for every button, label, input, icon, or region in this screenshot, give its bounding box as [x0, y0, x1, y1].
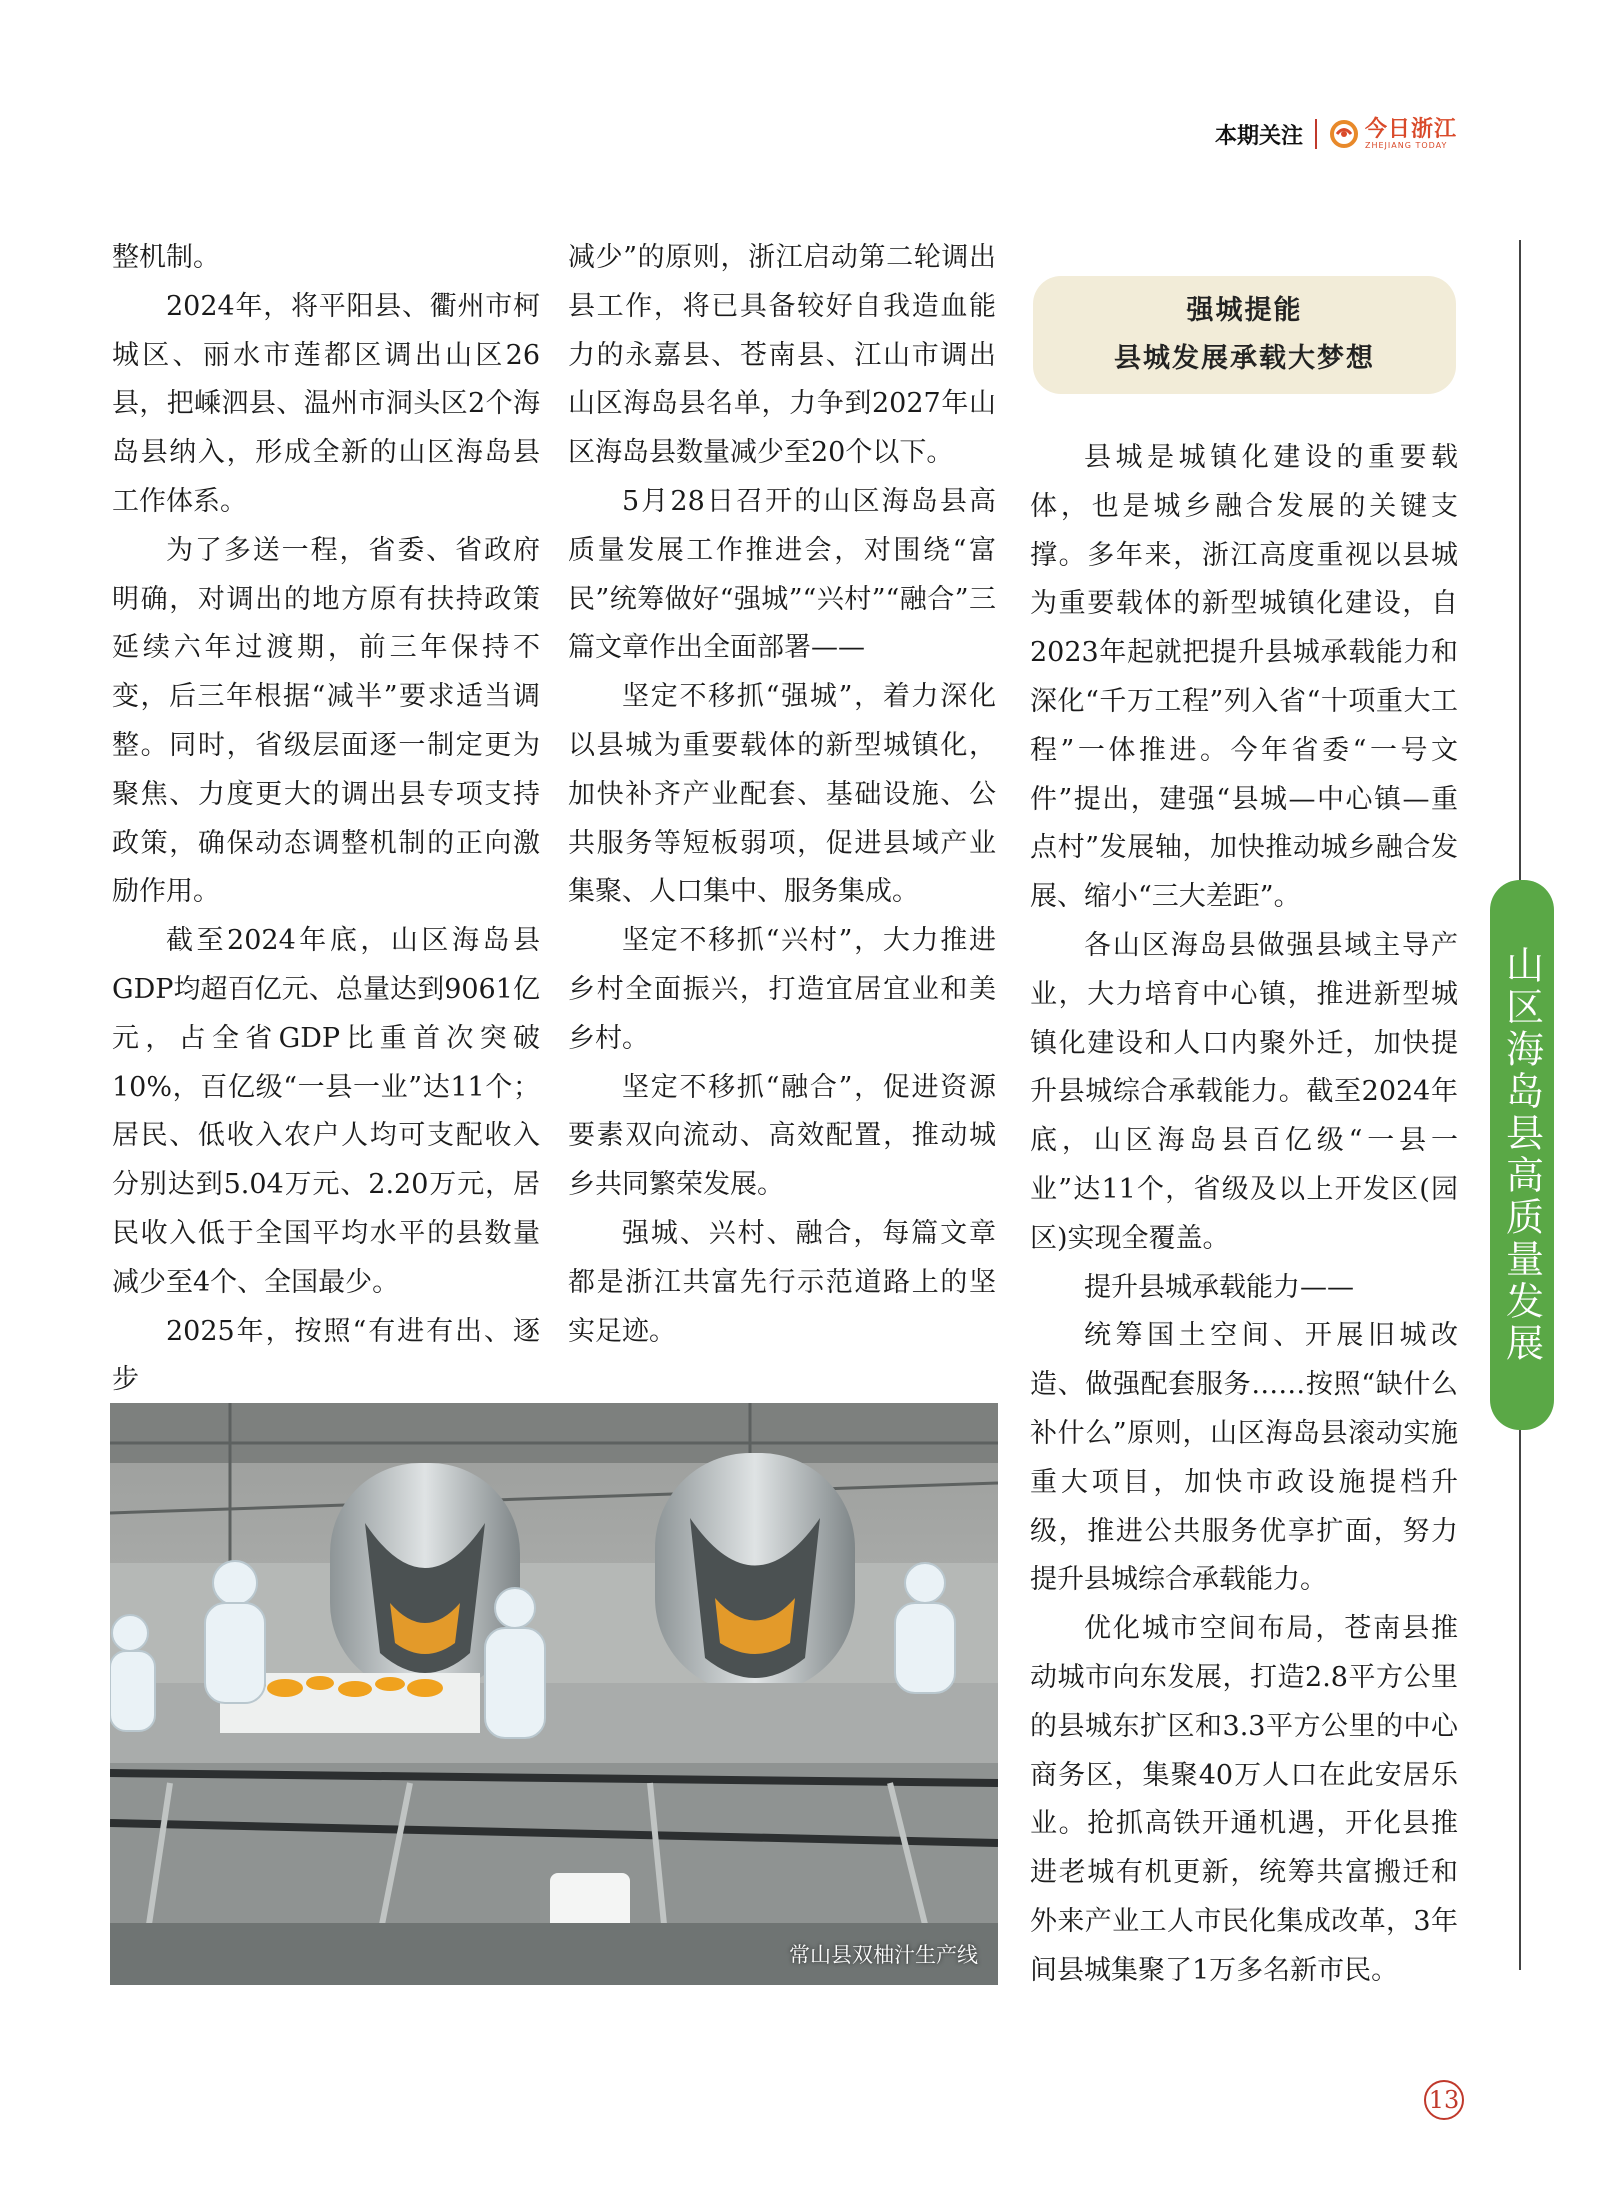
photo-caption: 常山县双柚汁生产线 — [789, 1943, 978, 1967]
logo-swirl-icon — [1329, 119, 1359, 149]
paragraph: 截至2024年底，山区海岛县GDP均超百亿元、总量达到9061亿元，占全省GDP比重首次突破10%，百亿级“一县一业”达11个；居民、低收入农户人均可支配收入分别达到5.04万元、2.20万元，居民收入低于全国平均水平的县数量减少至4个、全国最少。 — [112, 925, 540, 1298]
paragraph: 坚定不移抓“强城”，着力深化以县城为重要载体的新型城镇化，加快补齐产业配套、基础设施、公共服务等短板弱项，促进县域产业集聚、人口集中、服务集成。 — [568, 681, 996, 908]
article-column-2 — [568, 234, 996, 1356]
paragraph: 为了多送一程，省委、省政府明确，对调出的地方原有扶持政策延续六年过渡期，前三年保持不变，后三年根据“减半”要求适当调整。同时，省级层面逐一制定更为聚焦、力度更大的调出县专项支持政策，确保动态调整机制的正向激励作用。 — [112, 534, 540, 908]
magazine-logo — [1329, 118, 1457, 150]
page-number: 13 — [1424, 2080, 1464, 2120]
paragraph: 县城是城镇化建设的重要载体，也是城乡融合发展的关键支撑。多年来，浙江高度重视以县城为重要载体的新型城镇化建设，自2023年起就把提升县城承载能力和深化“千万工程”列入省“十项重大工程”一体推进。今年省委“一号文件”提出，建强“县城—中心镇—重点村”发展轴，加快推动城乡融合发展、缩小“三大差距”。 — [1030, 442, 1458, 913]
paragraph: 强城、兴村、融合，每篇文章都是浙江共富先行示范道路上的坚实足迹。 — [568, 1217, 996, 1347]
paragraph: 各山区海岛县做强县域主导产业，大力培育中心镇，推进新型城镇化建设和人口内聚外迁，加快提升县城综合承载能力。截至2024年底，山区海岛县百亿级“一县一业”达11个，省级及以上开发区(园区)实现全覆盖。 — [1030, 929, 1458, 1254]
article-column-3 — [1030, 434, 1458, 1996]
paragraph: 5月28日召开的山区海岛县高质量发展工作推进会，对围绕“富民”统筹做好“强城”“兴村”“融合”三篇文章作出全面部署—— — [568, 485, 996, 664]
side-tab-label: 山区海岛县高质量发展 — [1499, 945, 1544, 1365]
section-side-tab — [1490, 880, 1554, 1430]
paragraph: 整机制。 — [112, 242, 220, 273]
logo-chinese: 今日浙江 — [1364, 116, 1457, 142]
paragraph: 优化城市空间布局，苍南县推动城市向东发展，打造2.8平方公里的县城东扩区和3.3平方公里的中心商务区，集聚40万人口在此安居乐业。抢抓高铁开通机遇，开化县推进老城有机更新，统筹共富搬迁和外来产业工人市民化集成改革，3年间县城集聚了1万多名新市民。 — [1030, 1613, 1458, 1986]
subheading-line-2: 县城发展承载大梦想 — [1114, 343, 1375, 374]
paragraph: 减少”的原则，浙江启动第二轮调出县工作，将已具备较好自我造血能力的永嘉县、苍南县、江山市调出山区海岛县名单，力争到2027年山区海岛县数量减少至20个以下。 — [568, 242, 996, 469]
subheading-line-1: 强城提能 — [1186, 295, 1303, 326]
paragraph: 坚定不移抓“融合”，促进资源要素双向流动、高效配置，推动城乡共同繁荣发展。 — [568, 1071, 996, 1201]
article-column-1 — [112, 234, 540, 1405]
paragraph: 2024年，将平阳县、衢州市柯城区、丽水市莲都区调出山区26县，把嵊泗县、温州市洞头区2个海岛县纳入，形成全新的山区海岛县工作体系。 — [112, 290, 540, 517]
side-rule-bottom — [1519, 1430, 1521, 1970]
header-divider — [1315, 119, 1317, 149]
paragraph: 统筹国土空间、开展旧城改造、做强配套服务……按照“缺什么补什么”原则，山区海岛县滚动实施重大项目，加快市政设施提档升级，推进公共服务优享扩面，努力提升县城综合承载能力。 — [1030, 1320, 1458, 1596]
paragraph: 提升县城承载能力—— — [1084, 1271, 1354, 1303]
paragraph: 坚定不移抓“兴村”，大力推进乡村全面振兴，打造宜居宜业和美乡村。 — [568, 925, 996, 1054]
section-subheading — [1033, 276, 1456, 394]
page-header — [1215, 118, 1457, 150]
section-label: 本期关注 — [1214, 123, 1303, 149]
logo-english: ZHEJIANG TODAY — [1364, 141, 1448, 150]
factory-photo — [110, 1403, 998, 1985]
production-line-illustration — [110, 1403, 998, 1985]
paragraph: 2025年，按照“有进有出、逐步 — [112, 1315, 540, 1396]
side-rule-top — [1519, 240, 1521, 880]
